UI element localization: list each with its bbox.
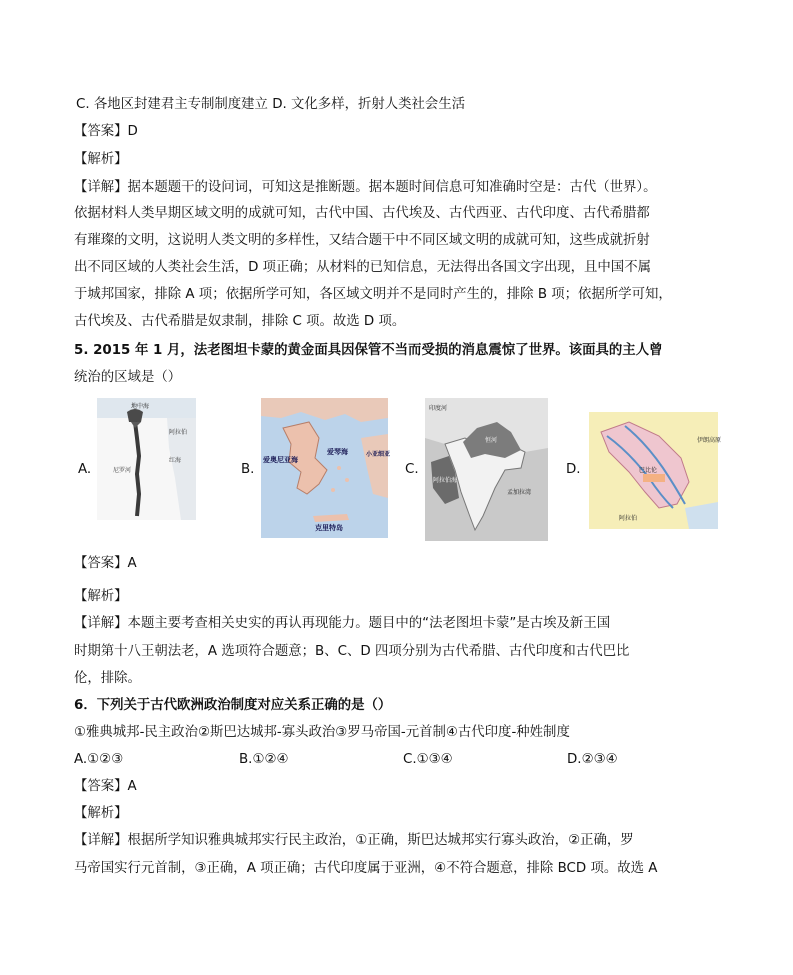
map-a-label: 阿拉伯: [169, 429, 188, 436]
q4-detail-line: 依据材料人类早期区域文明的成就可知，古代中国、古代埃及、古代西亚、古代印度、古代希腊都: [74, 206, 650, 221]
q6-option-d: D.②③④: [567, 752, 618, 767]
q4-options-cd: C. 各地区封建君主专制制度建立 D. 文化多样，折射人类社会生活: [76, 97, 466, 112]
q6-items: ①雅典城邦-民主政治②斯巴达城邦-寡头政治③罗马帝国-元首制④古代印度-种姓制度: [74, 725, 570, 740]
q6-option-b: B.①②④: [239, 752, 289, 767]
q4-analysis-label: 【解析】: [74, 152, 128, 167]
q5-map-india: [425, 398, 548, 541]
map-b-label: 小亚细亚: [366, 451, 391, 458]
q5-map-mesopotamia: [589, 412, 722, 529]
q4-detail-line: 出不同区域的人类社会生活，D 项正确；从材料的已知信息，无法得出各国文字出现，且中国不属: [74, 260, 651, 275]
q6-analysis-label: 【解析】: [74, 806, 128, 821]
map-c-label: 孟加拉湾: [507, 489, 532, 496]
q5-detail-line: 【详解】本题主要考查相关史实的再认再现能力。题目中的“法老图坦卡蒙”是古埃及新王国: [74, 616, 611, 631]
q6-detail-line: 马帝国实行元首制，③正确，A 项正确；古代印度属于亚洲，④不符合题意，排除 BCD 项。故选 A: [74, 861, 658, 876]
q5-stem: 5. 2015 年 1 月，法老图坦卡蒙的黄金面具因保管不当而受损的消息震惊了世界。该面具的主人曾: [74, 343, 663, 358]
map-d-label: 阿拉伯: [619, 515, 638, 522]
q5-detail-line: 伦，排除。: [74, 671, 141, 686]
q4-detail-line: 于城邦国家，排除 A 项；依据所学可知，各区域文明并不是同时产生的，排除 B 项；依据所学可知，: [74, 287, 672, 302]
map-a-label: 尼罗河: [113, 467, 132, 474]
q4-answer: 【答案】D: [74, 124, 138, 139]
map-c-label: 印度河: [429, 405, 448, 412]
map-c-label: 恒河: [485, 437, 498, 444]
q4-detail-line: 有璀璨的文明，这说明人类文明的多样性，又结合题干中不同区域文明的成就可知，这些成就折射: [74, 233, 650, 248]
q5-analysis-label: 【解析】: [74, 589, 128, 604]
q5-option-c-label: C.: [405, 462, 419, 477]
q5-map-greece: [261, 398, 391, 538]
q5-answer: 【答案】A: [74, 556, 137, 571]
q6-answer: 【答案】A: [74, 779, 137, 794]
q5-option-a-label: A.: [78, 462, 92, 477]
map-b-label: 爱奥尼亚海: [263, 456, 298, 464]
q6-option-a: A.①②③: [74, 752, 124, 767]
q6-detail-line: 【详解】根据所学知识雅典城邦实行民主政治，①正确，斯巴达城邦实行寡头政治，②正确，罗: [74, 833, 634, 848]
map-a-label: 红海: [169, 457, 182, 464]
q6-option-c: C.①③④: [403, 752, 453, 767]
q5-stem-cont: 统治的区域是（）: [74, 370, 182, 385]
map-d-label: 伊朗高原: [697, 437, 722, 444]
q5-option-b-label: B.: [241, 462, 255, 477]
map-b-label: 爱琴海: [327, 448, 348, 456]
q5-option-d-label: D.: [566, 462, 581, 477]
map-b-label: 克里特岛: [315, 524, 343, 532]
map-d-label: 巴比伦: [639, 467, 658, 474]
q5-detail-line: 时期第十八王朝法老，A 选项符合题意；B、C、D 四项分别为古代希腊、古代印度和古代巴比: [74, 644, 630, 659]
map-c-label: 阿拉伯海: [433, 477, 458, 484]
map-a-label: 地中海: [131, 403, 150, 410]
q4-detail-line: 【详解】据本题题干的设问词，可知这是推断题。据本题时间信息可知准确时空是：古代（世界）。: [74, 180, 657, 195]
q4-detail-line: 古代埃及、古代希腊是奴隶制，排除 C 项。故选 D 项。: [74, 314, 406, 329]
q6-stem: 6．下列关于古代欧洲政治制度对应关系正确的是（）: [74, 698, 392, 713]
q5-map-egypt: [97, 398, 196, 520]
